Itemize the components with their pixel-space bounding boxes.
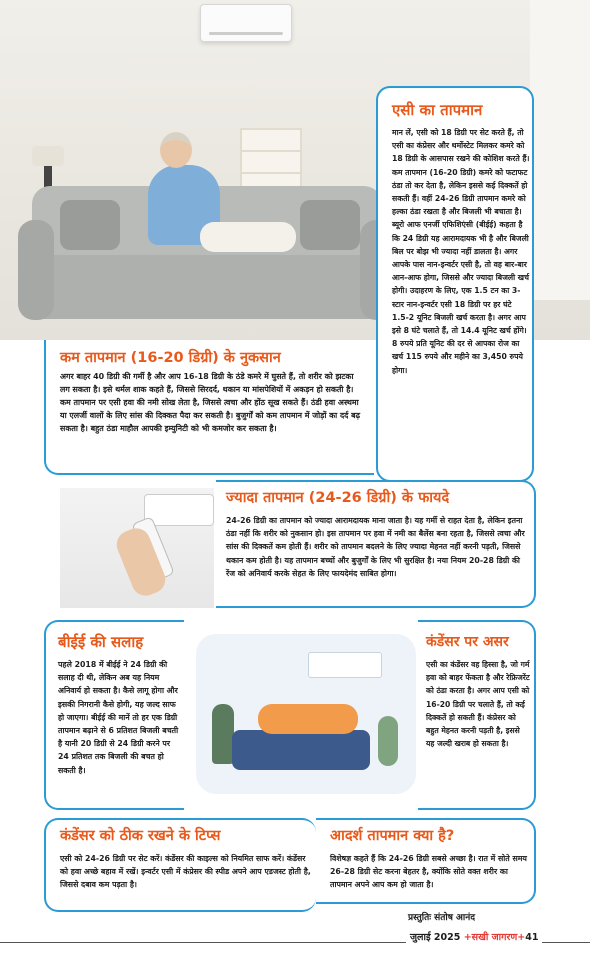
woman-head: [160, 132, 192, 168]
bee-title: बीईई की सलाह: [58, 633, 144, 651]
plant-icon: [212, 704, 234, 764]
air-conditioner-icon: [200, 4, 292, 42]
bee-box: [44, 620, 184, 810]
footer-date: जुलाई 2025: [410, 932, 461, 943]
low-temp-title: कम तापमान (16-20 डिग्री) के नुकसान: [60, 350, 281, 366]
sofa-arm-left: [18, 220, 54, 320]
plant-icon-right: [378, 716, 398, 766]
high-temp-title: ज्यादा तापमान (24-26 डिग्री) के फायदे: [226, 490, 450, 506]
tips-box: [44, 818, 316, 912]
woman-legs: [200, 222, 296, 252]
man-figure-icon: [258, 704, 358, 734]
tips-title: कंडेंसर को ठीक रखने के टिप्स: [60, 828, 221, 844]
illustration-ac-icon: [308, 652, 382, 678]
pillow-left: [60, 200, 120, 250]
condenser-title: कंडेंसर पर असर: [426, 634, 509, 650]
footer-separator-1: +: [463, 932, 472, 943]
page-number: 41: [525, 932, 539, 943]
page-footer: [406, 930, 542, 943]
low-temp-body: अगर बाहर 40 डिग्री की गर्मी है और आप 16-18 डिग्री के ठंडे कमरे में घुसते हैं, तो शरीर को झटका लग सकता है। इसे थर्मल शाक कहते हैं, जिससे सिरदर्द, थकान या मांसपेशियों में अकड़न हो सकती है। कम तापमान पर एसी हवा की नमी सोख लेता है, जिससे त्वचा और होंठ सूख सकते हैं। ठंडी हवा अस्थमा या एलर्जी वालों के लिए सांस की दिक्कत पैदा कर सकती है। बुजुर्गों को कम तापमान में जोड़ों का दर्द बढ़ सकता है। बहुत ठंडा माहौल आपकी इम्युनिटी को भी कमजोर कर सकता है।: [60, 372, 361, 433]
condenser-body: एसी का कंडेंसर वह हिस्सा है, जो गर्म हवा को बाहर फेंकता है और रेफ्रिजरेंट को ठंडा करता है। अगर आप एसी को 16-20 डिग्री पर चलाते हैं, तो कई दिक्कतें हो सकती हैं। कंप्रेसर को बहुत मेहनत करनी पड़ती है, इससे यह जल्दी खराब हो सकता है।: [426, 660, 530, 749]
ideal-box: [316, 818, 536, 904]
author-credit: प्रस्तुतिः संतोष आनंद: [408, 913, 476, 923]
high-temp-body: 24-26 डिग्री का तापमान को ज्यादा आरामदायक माना जाता है। यह गर्मी से राहत देता है, लेकिन इतना ठंडा नहीं कि शरीर को नुकसान हो। इस तापमान पर हवा में नमी का बैलेंस बना रहता है, जिससे त्वचा और सांस की दिक्कतें कम होती हैं। शरीर को तापमान बदलने के लिए ज्यादा मेहनत नहीं करनी पड़ती, जिससे थकान कम होती है। यह तापमान बच्चों और बुजुर्गों के लिए भी सुरक्षित है। नया नियम 20-28 डिग्री की रेंज को अनिवार्य करके सेहत के लिए फायदेमंद साबित होगा।: [226, 516, 525, 578]
bee-body: पहले 2018 में बीईई ने 24 डिग्री की सलाह दी थी, लेकिन अब यह नियम अनिवार्य हो सकता है। कैसे लागू होगा और इसकी निगरानी कैसे होगी, यह जल्द साफ हो जाएगा। बीईई की मानें तो हर एक डिग्री तापमान बढ़ाने से 6 प्रतिशत बिजली बचती है यानी 20 डिग्री से 24 डिग्री करने पर 24 प्रतिशत तक बिजली की बचत हो सकती है।: [58, 660, 179, 775]
pillow-right: [300, 200, 360, 250]
ideal-title: आदर्श तापमान क्या है?: [330, 828, 455, 844]
photo-wall: [530, 0, 590, 300]
ac-remote-photo: [60, 488, 214, 608]
relaxing-man-illustration: [196, 634, 416, 794]
footer-separator-2: +: [517, 932, 526, 943]
ac-temp-box: [376, 86, 534, 482]
illustration-sofa: [232, 730, 370, 770]
ideal-body: विशेषज्ञ कहते हैं कि 24-26 डिग्री सबसे अच्छा है। रात में सोते समय 26-28 डिग्री सेट करना बेहतर है, क्योंकि सोते वक्त शरीर का तापमान अपने आप कम हो जाता है।: [330, 854, 527, 890]
high-temp-box: [216, 480, 536, 608]
bookshelf-illustration: [240, 128, 302, 192]
ac-temp-body: मान लें, एसी को 18 डिग्री पर सेट करते हैं, तो एसी का कंप्रेसर और थर्मोस्टेट मिलकर कमरे को 18 डिग्री के आसपास रखने की कोशिश करते हैं। कम तापमान (16-20 डिग्री) कमरे को फटाफट ठंडा तो कर देता है, लेकिन इससे कई दिक्कतें हो सकती हैं। वहीं 24-26 डिग्री तापमान कमरे को हल्का ठंडा रखता है और बिजली भी बचाता है। ब्यूरो आफ एनर्जी एफिशिएंसी (बीईई) कहता है कि 24 डिग्री यह आरामदायक भी है और बिजली बिल पर बोझ भी ज्यादा नहीं डालता है। अगर आपके पास नान-इन्वर्टर एसी है, तो वह बार-बार आन-आफ होगा, जिससे और ज्यादा बिजली खर्च होगी। उदाहरण के लिए, एक 1.5 टन का 3-स्टार नान-इन्वर्टर एसी 18 डिग्री पर हर घंटे 1.5-2 यूनिट बिजली खर्च करता है। अगर आप इसे 8 घंटे चलाते हैं, तो 14.4 यूनिट खर्च होंगे। 8 रुपये प्रति यूनिट की दर से आपका रोज का खर्च 115 रुपये और महीने का 3,450 रुपये होगा।: [392, 128, 530, 375]
wall-ac-icon: [144, 494, 214, 526]
low-temp-box: [44, 340, 374, 475]
footer-brand: सखी जागरण: [471, 932, 518, 943]
ac-temp-title: एसी का तापमान: [392, 101, 483, 119]
condenser-box: [418, 620, 536, 810]
tips-body: एसी को 24-26 डिग्री पर सेट करें। कंडेंसर की काइल्स को नियमित साफ करें। कंडेंसर को हवा अच्छे बहाव में रखें। इन्वर्टर एसी में कंप्रेसर की स्पीड अपने आप एडजस्ट होती है, जिससे दबाव कम पड़ता है।: [60, 854, 311, 890]
sofa-seat: [22, 255, 394, 319]
